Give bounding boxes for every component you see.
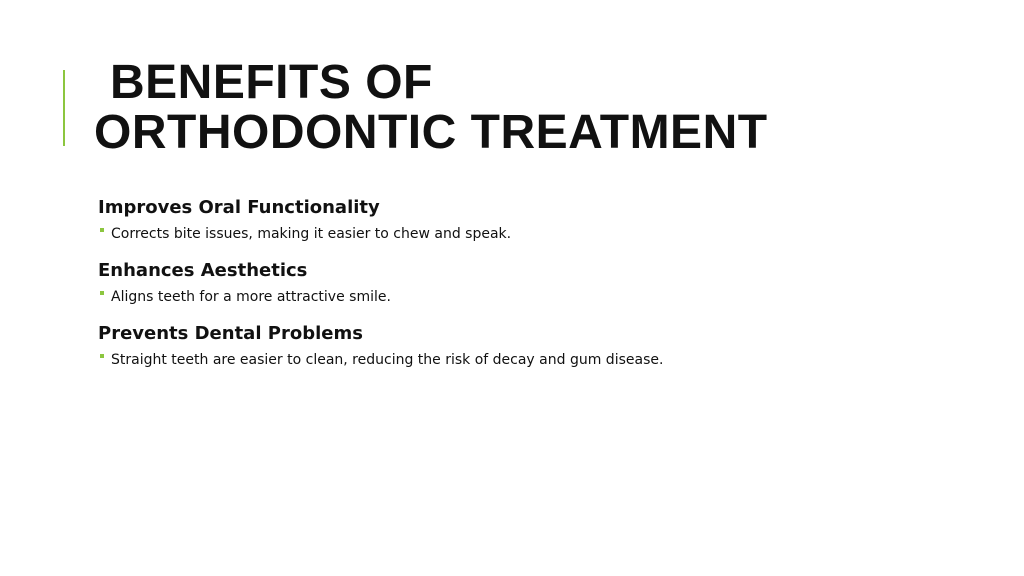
benefit-heading: Enhances Aesthetics — [98, 260, 308, 281]
benefit-heading: Prevents Dental Problems — [98, 323, 363, 344]
benefit-bullet-text: Corrects bite issues, making it easier to chew and speak. — [111, 226, 512, 242]
benefit-section — [98, 259, 978, 307]
benefit-heading: Improves Oral Functionality — [98, 197, 380, 218]
benefit-bullet-text: Straight teeth are easier to clean, reducing the risk of decay and gum disease. — [111, 352, 664, 368]
benefit-bullet — [100, 224, 978, 244]
benefit-bullet — [100, 287, 978, 307]
bullet-square-icon — [100, 291, 104, 295]
title-line-2: ORTHODONTIC TREATMENT — [94, 106, 768, 159]
benefit-bullet — [100, 350, 978, 370]
slide-title — [94, 58, 768, 158]
title-line-1: BENEFITS OF — [110, 56, 433, 109]
bullet-square-icon — [100, 228, 104, 232]
slide-content — [98, 196, 978, 385]
bullet-square-icon — [100, 354, 104, 358]
benefit-section — [98, 196, 978, 244]
benefit-bullet-text: Aligns teeth for a more attractive smile. — [111, 289, 391, 305]
benefit-section — [98, 322, 978, 370]
title-accent-bar — [63, 70, 65, 146]
